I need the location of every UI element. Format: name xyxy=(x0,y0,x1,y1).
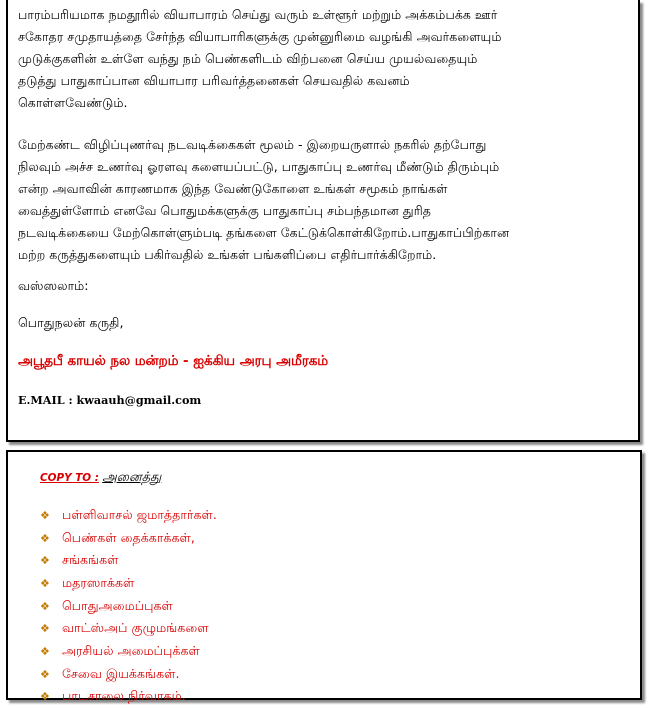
paragraph-line: தடுத்து பாதுகாப்பான வியாபார பரிவர்த்தனைகள் செயவதில் கவனம் xyxy=(18,70,626,92)
paragraph-line: மேற்கண்ட விழிப்புணர்வு நடவடிக்கைகள் மூலம் - இறையருளால் நகரில் தற்போது xyxy=(18,134,626,156)
greeting: வஸ்ஸலாம்: xyxy=(18,278,89,295)
copy-to-heading xyxy=(40,470,161,486)
letter-body-box xyxy=(6,0,640,442)
recipient-label: பொதுஅமைப்புகள் xyxy=(62,598,173,615)
paragraph-line: பாரம்பரியமாக நமதூரில் வியாபாரம் செய்து வரும் உள்ளூர் மற்றும் அக்கம்பக்க ஊர் xyxy=(18,4,626,26)
list-item xyxy=(40,663,217,686)
copy-to-box xyxy=(6,450,642,700)
diamond-bullet-icon: ❖ xyxy=(40,622,62,635)
list-item xyxy=(40,617,217,640)
paragraph-line: நிலவும் அச்ச உணர்வு ஓரளவு களையப்பட்டு, பாதுகாப்பு உணர்வு மீண்டும் திரும்பும் xyxy=(18,156,626,178)
recipient-label: வாட்ஸ்அப் குழுமங்களை xyxy=(62,620,209,637)
paragraph-line: வைத்துள்ளோம் எனவே பொதுமக்களுக்கு பாதுகாப்பு சம்பந்தமான துரித xyxy=(18,200,626,222)
diamond-bullet-icon: ❖ xyxy=(40,509,62,522)
recipient-label: பெண்கள் தைக்காக்கள், xyxy=(62,530,195,547)
diamond-bullet-icon: ❖ xyxy=(40,577,62,590)
paragraph-line: மற்ற கருத்துகளையும் பகிர்வதில் உங்கள் பங்களிப்பை எதிர்பார்க்கிறோம். xyxy=(18,244,626,266)
recipient-label: சங்கங்கள் xyxy=(62,552,119,569)
list-item xyxy=(40,572,217,595)
diamond-bullet-icon: ❖ xyxy=(40,690,62,703)
copy-to-label: COPY TO : xyxy=(40,472,99,484)
recipient-label: அரசியல் அமைப்புக்கள் xyxy=(62,643,200,660)
contact-email: E.MAIL : kwaauh@gmail.com xyxy=(18,393,201,407)
recipient-label: பாடசாலை நிர்வாகம். xyxy=(62,688,186,705)
recipient-label: மதரஸாக்கள் xyxy=(62,575,134,592)
diamond-bullet-icon: ❖ xyxy=(40,645,62,658)
recipient-list xyxy=(40,504,217,708)
paragraph-1 xyxy=(18,4,626,114)
list-item xyxy=(40,640,217,663)
diamond-bullet-icon: ❖ xyxy=(40,600,62,613)
diamond-bullet-icon: ❖ xyxy=(40,554,62,567)
list-item xyxy=(40,595,217,618)
organization-name: அபூதபீ காயல் நல மன்றம் - ஐக்கிய அரபு அமீரகம் xyxy=(18,354,328,370)
recipient-label: சேவை இயக்கங்கள். xyxy=(62,666,180,683)
signoff: பொதுநலன் கருதி, xyxy=(18,315,123,332)
paragraph-2 xyxy=(18,134,626,266)
diamond-bullet-icon: ❖ xyxy=(40,532,62,545)
recipient-label: பள்ளிவாசல் ஜமாத்தார்கள். xyxy=(62,507,217,524)
copy-to-value: அனைத்து xyxy=(102,470,161,485)
paragraph-line: என்ற அவாவின் காரணமாக இந்த வேண்டுகோளை உங்கள் சமூகம் நாங்கள் xyxy=(18,178,626,200)
paragraph-line: நடவடிக்கையை மேற்கொள்ளும்படி தங்களை கேட்டுக்கொள்கிறோம்.பாதுகாப்பிற்கான xyxy=(18,222,626,244)
paragraph-line: சகோதர சமுதாயத்தை சேர்ந்த வியாபாரிகளுக்கு முன்னுரிமை வழங்கி அவர்களையும் xyxy=(18,26,626,48)
list-item xyxy=(40,527,217,550)
diamond-bullet-icon: ❖ xyxy=(40,668,62,681)
list-item xyxy=(40,504,217,527)
list-item xyxy=(40,549,217,572)
paragraph-line: கொள்ளவேண்டும். xyxy=(18,92,626,114)
paragraph-line: முடுக்குகளின் உள்ளே வந்து நம் பெண்களிடம் விற்பனை செய்ய முயல்வதையும் xyxy=(18,48,626,70)
